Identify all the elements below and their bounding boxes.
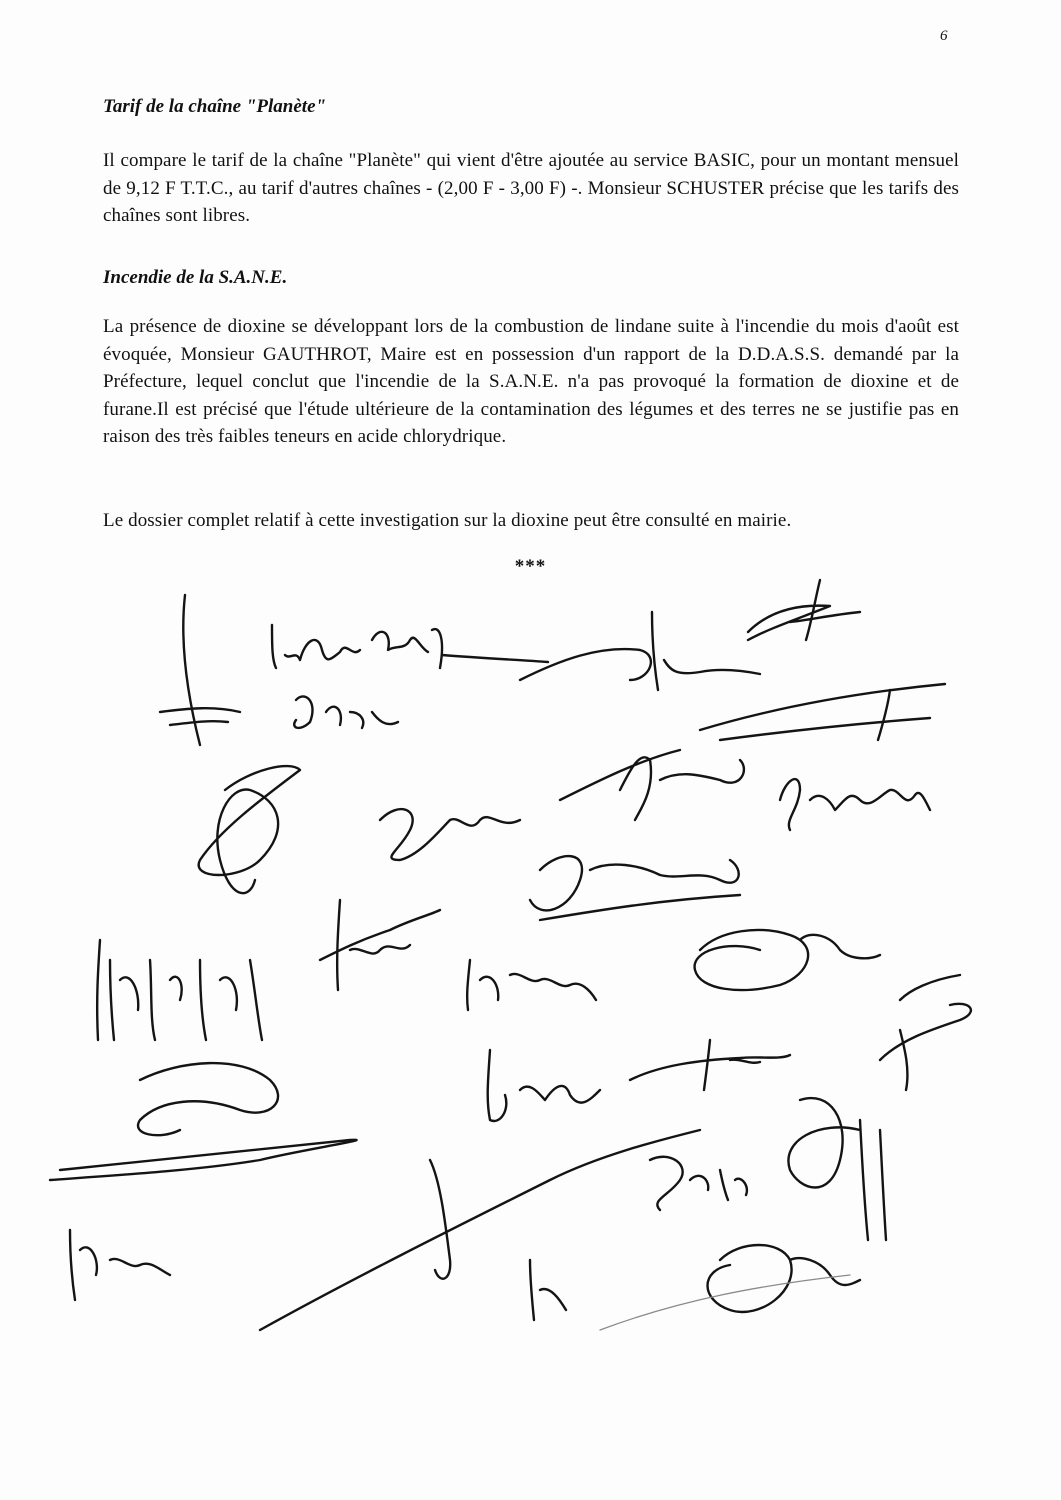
signature-13 [467,960,596,1010]
signature-23 [70,1230,170,1300]
signature-20 [650,1157,747,1210]
section-heading-incendie: Incendie de la S.A.N.E. [103,267,288,288]
paragraph-planete: Il compare le tarif de la chaîne "Planète" qui vient d'être ajoutée au service BASIC, pour un montant mensuel de 9,12 F T.T.C., au tarif d'autres chaînes - (2,00 F - 3,00 F) -. Monsieur SCHUSTER précise que les tarifs des chaînes sont libres. [103,150,959,226]
faint-signature [600,1275,850,1330]
signature-7 [199,766,300,893]
signature-louis-bertrand [272,625,548,668]
section-separator: *** [514,556,547,577]
signature-18 [630,1040,790,1090]
signature-3 [520,612,760,690]
signatures-block [0,570,1061,1370]
signature-12 [320,900,440,990]
signature-4 [748,580,860,640]
signature-17 [488,1050,600,1121]
signature-5 [294,696,398,728]
signature-25 [708,1245,861,1312]
signature-15 [695,930,880,990]
signature-19 [880,975,971,1090]
signature-11 [97,940,262,1040]
signature-22 [788,1098,886,1240]
signature-1 [160,595,240,745]
signature-6 [700,684,945,740]
page-number: 6 [940,28,948,44]
paragraph-incendie: La présence de dioxine se développant lors de la combustion de lindane suite à l'incendie du mois d'août est évoquée, Monsieur GAUTHROT, Maire est en possession d'un rapport de la D.D.A.S.S. demandé par la Préfecture, lequel conclut que l'incendie de la S.A.N.E. n'a pas provoqué la formation de dioxine et de furane.Il est précisé que l'étude ultérieure de la contamination des légumes et des terres ne se justifie pas en raison des très faibles teneurs en acide chlorydrique. [103,316,959,447]
signature-9 [560,750,744,820]
signature-8 [380,809,520,860]
signature-16 [50,1063,357,1180]
signature-21 [260,1130,700,1330]
signature-14 [530,856,740,920]
signature-10 [780,779,930,830]
paragraph-closing: Le dossier complet relatif à cette investigation sur la dioxine peut être consulté en mairie. [103,510,792,531]
signature-24 [530,1260,566,1320]
section-heading-planete: Tarif de la chaîne "Planète" [103,96,327,117]
